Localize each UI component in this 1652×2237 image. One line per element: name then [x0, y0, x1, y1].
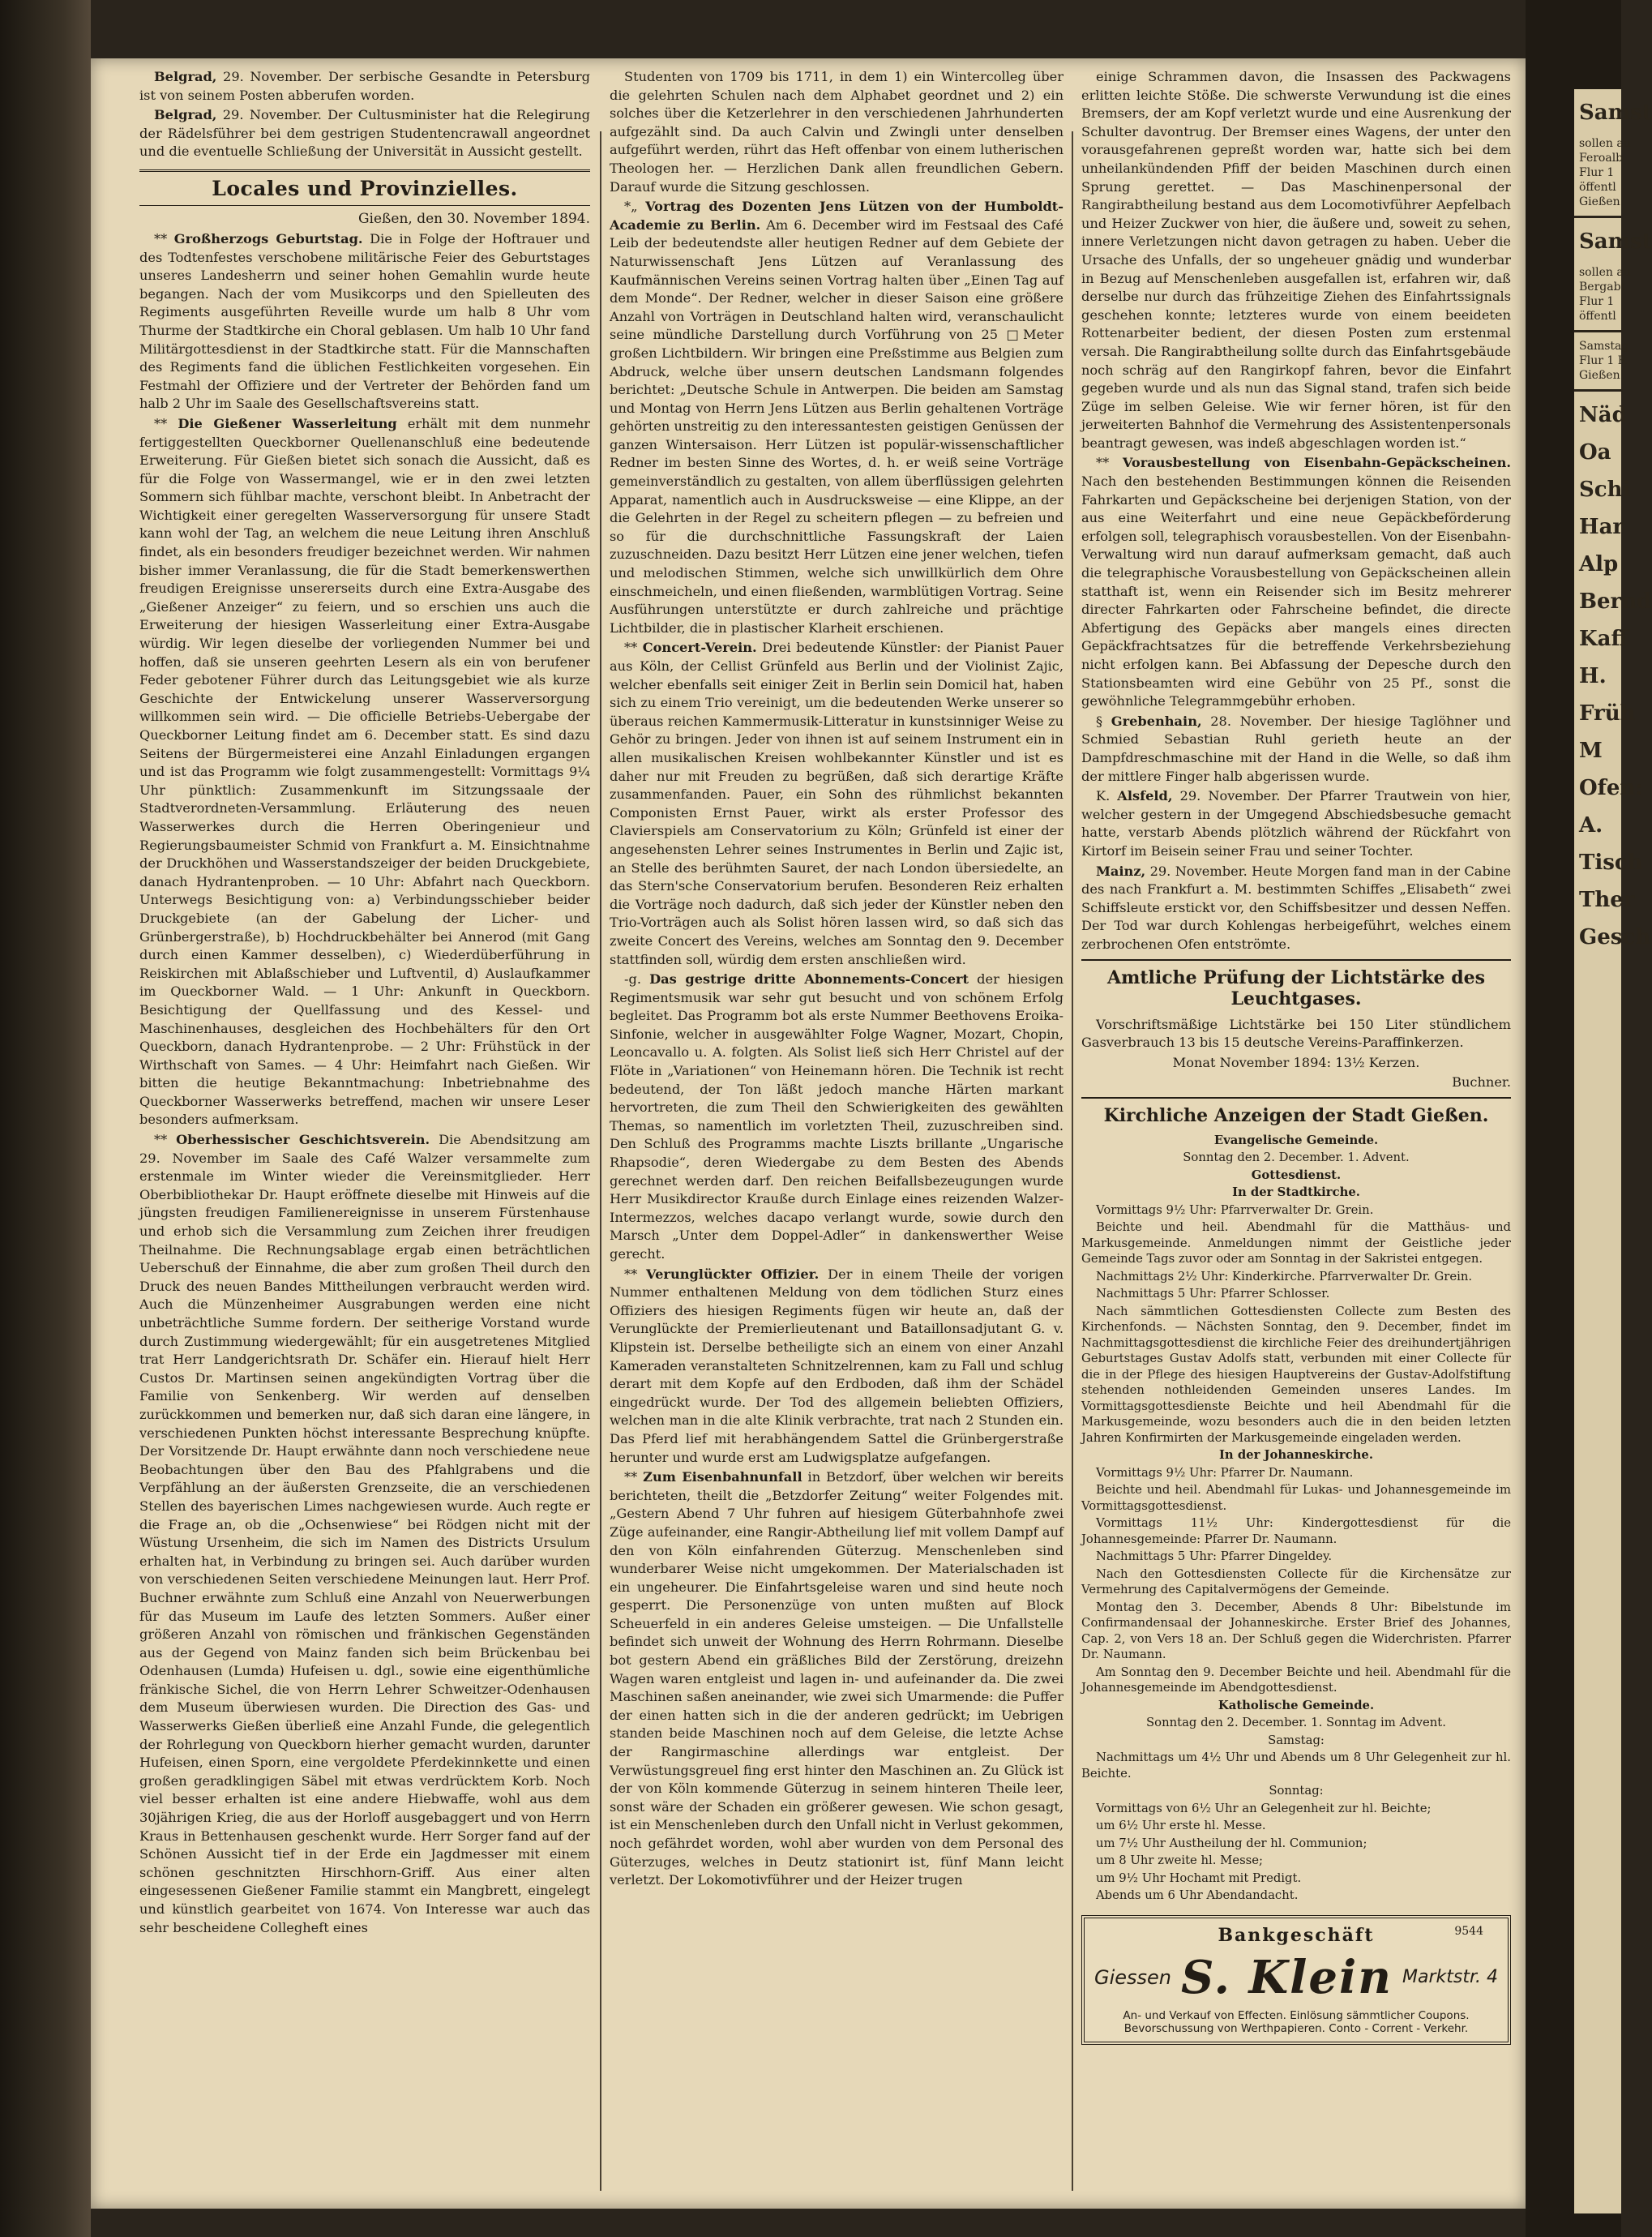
- strip-text: Alp: [1579, 552, 1619, 576]
- section-title: Locales und Provinzielles.: [139, 169, 590, 206]
- news-paragraph: ** Zum Eisenbahnunfall in Betzdorf, über welchen wir bereits berichteten, theilt die „Betzdorfer Zeitung“ weiter Folgendes mit. „Gestern Abend 7 Uhr fuhren auf hiesigem Güterbahnhofe zwei Züge aufeinander, eine Rangir-Abtheilung lief mit vollem Dampf auf den von Köln einfahrenden Güterzug. Menschenleben sind wunderbarer Weise nicht umgekommen. Der Materialschaden ist ein ungeheurer. Die Einfahrtsgeleise waren und sind heute noch gesperrt. Die Personenzüge von unten mußten auf Block Scheuerfeld in ein anderes Geleise umsteigen. — Die Unfallstelle befindet sich unweit der Wohnung des Herrn Rohrmann. Dieselbe bot gestern Abend ein gräßliches Bild der Zerstörung, dreizehn Wagen waren entgleist und lagen in- und aufeinander da. Die zwei Maschinen saßen aneinander, wie zwei sich Umarmende: die Puffer der einen hatten sich in die der anderen gedrückt; im Uebrigen standen beide Maschinen noch auf dem Geleise, die letzte Achse der Rangirmaschine allerdings war entgleist. Der Verwüstungsgreuel fing erst hinter den Maschinen an. Zu Glück ist der von Köln kommende Güterzug in seinem hinteren Theile leer, sonst wäre der Schaden ein größerer gewesen. Wie schon gesagt, ist ein Menschenleben durch den Unfall nicht in Verlust gekommen, noch gefährdet worden, wohl aber wurden von dem Personal des Güterzuges, welches in Deutz stationirt ist, fünf Mann leicht verletzt. Der Lokomotivführer und der Heizer trugen: [610, 1469, 1064, 1888]
- church-line: Vormittags 11½ Uhr: Kindergottesdienst für die Johannesgemeinde: Pfarrer Dr. Naumann.: [1081, 1516, 1511, 1546]
- lichtstaerke-month: Monat November 1894: 13½ Kerzen.: [1172, 1054, 1420, 1070]
- news-paragraph: Belgrad, 29. November. Der serbische Gesandte in Petersburg ist von seinem Posten abberufen worden.: [139, 69, 590, 103]
- johanneskirche-head: In der Johanneskirche.: [1218, 1448, 1374, 1463]
- news-paragraph: -g. Das gestrige dritte Abonnements-Concert der hiesigen Regimentsmusik war sehr gut besucht und von schönem Erfolg begleitet. Das Programm bot als erste Nummer Beethovens Eroika-Sinfonie, welcher in ausgewählter Folge Wagner, Mozart, Chopin, Leoncavallo u. A. folgten. Als Solist ließ sich Herr Christel auf der Flöte in „Variationen“ von Heinemann hören. Die Technik ist recht bedeutend, der Ton läßt jedoch manche Härten markant hervortreten, die zum Theil den Schwierigkeiten des gewählten Themas, so namentlich im vorletzten Theil, zuzuschreiben sind. Den Schluß des Programms machte Liszts brillante „Ungarische Rhapsodie“, deren Wiedergabe zu dem Besten des Abends gerechnet werden darf. Den reichen Beifallsbezeugungen wurde Herr Musikdirector Krauße durch Einlage eines reizenden Walzer-Intermezzos, welches dacapo verlangt wurde, sowie durch den Marsch „Unter dem Doppel-Adler“ in dankenswerther Weise gerecht.: [610, 971, 1064, 1262]
- lichtstaerke-title: Amtliche Prüfung der Lichtstärke des Leuchtgases.: [1107, 966, 1485, 1009]
- divider: [1081, 1097, 1511, 1099]
- ad-city: Giessen: [1094, 1965, 1172, 1989]
- strip-text: sollen au: [1579, 266, 1631, 279]
- strip-text: öffentl: [1579, 310, 1616, 323]
- church-line: Nach sämmtlichen Gottesdiensten Collecte zum Besten des Kirchenfonds. — Nächsten Sonntag, den 9. December, findet im Nachmittagsgottesdienst die kirchliche Feier des dreihundertjährigen Geburtstages Gustav Adolfs statt, verbunden mit einer Collecte für die in der Pflege des hiesigen Hauptvereins der Gustav-Adolfstiftung stehenden nothleidenden Gemeinden unseres Landes. Im Vormittagsgottesdienste Beichte und heil Abendmahl für die Markusgemeinde, wozu besonders auch die in den beiden letzten Jahren Konfirmirten der Markusgemeinde eingeladen werden.: [1081, 1304, 1511, 1445]
- strip-text: H.: [1579, 664, 1607, 688]
- church-line: um 6½ Uhr erste hl. Messe.: [1096, 1819, 1266, 1833]
- strip-text: Flur 1: [1579, 166, 1615, 179]
- strip-text: Schi: [1579, 478, 1631, 502]
- news-paragraph: ** Verunglückter Offizier. Der in einem Theile der vorigen Nummer enthaltenen Meldung von dem tödlichen Sturz eines Offiziers des hiesigen Regiments fügen wir heute an, daß der Verunglückte der Premierlieutenant und Bataillonsadjutant G. v. Klipstein ist. Derselbe betheiligte sich an einem von einer Anzahl Kameraden veranstalteten Schnitzelrennen, kam zu Fall und schlug derart mit dem Kopfe auf den Erdboden, daß ihm der Schädel eingedrückt wurde. Der Tod des allgemein beliebten Offiziers, welchen man in die alte Klinik verbrachte, trat nach 2 Stunden ein. Das Pferd lief mit herabhängendem Sattel die Grünbergerstraße herunter und wurde erst am Ludwigsplatze aufgefangen.: [610, 1266, 1064, 1465]
- church-line: Nachmittags 5 Uhr: Pfarrer Dingeldey.: [1096, 1549, 1333, 1564]
- ad-street: Marktstr. 4: [1402, 1967, 1498, 1988]
- church-line: Vormittags von 6½ Uhr an Gelegenheit zur hl. Beichte;: [1096, 1801, 1432, 1815]
- bank-advertisement: [1081, 1915, 1511, 2045]
- column-rule: [600, 131, 601, 2191]
- adjacent-page-strip: [1526, 0, 1652, 2237]
- adjacent-page: [1574, 89, 1652, 2213]
- church-line: um 7½ Uhr Austheilung der hl. Communion;: [1096, 1836, 1367, 1850]
- church-line: um 8 Uhr zweite hl. Messe;: [1096, 1853, 1264, 1868]
- news-paragraph: K. Alsfeld, 29. November. Der Pfarrer Trautwein von hier, welcher gestern in der Umgegend Abschiedsbesuche gemacht hatte, verstarb Abends plötzlich während der Rückfahrt von Kirtorf im Beisein seiner Frau und seiner Tochter.: [1081, 788, 1511, 859]
- news-paragraph: Studenten von 1709 bis 1711, in dem 1) ein Wintercolleg über die gelehrten Schulen nach dem Alphabet geordnet und 2) ein solches über die Ketzerlehrer in den verschiedenen Jahrhunderten aufgezählt sind. Da auch Calvin und Zwingli unter denselben aufgeführt werden, rührt das Heft offenbar von einem lutherischen Theologen her. — Herzlichen Dank allen freundlichen Gebern. Darauf wurde die Sitzung geschlossen.: [610, 69, 1064, 195]
- strip-text: Flur 1 R: [1579, 354, 1627, 367]
- strip-text: Ther: [1579, 888, 1635, 912]
- strip-text: Gießen: [1579, 369, 1620, 382]
- dateline: Gießen, den 30. November 1894.: [357, 210, 590, 227]
- ad-line-2: Bevorschussung von Werthpapieren. Conto - Corrent - Verkehr.: [1123, 2021, 1469, 2035]
- strip-text: Flur 1: [1579, 295, 1615, 308]
- kath-sunday: Sonntag den 2. December. 1. Sonntag im Advent.: [1146, 1716, 1446, 1730]
- news-paragraph: Mainz, 29. November. Heute Morgen fand man in der Cabine des nach Frankfurt a. M. bestimmten Schiffes „Elisabeth“ zwei Schiffsleute erstickt vor, den Schiffsbesitzer und dessen Neffen. Der Tod war durch Kohlengas herbeigeführt, welches einem zerbrochenen Ofen entströmte.: [1081, 863, 1511, 952]
- local-news-continued: [610, 68, 1064, 1890]
- news-paragraph: § Grebenhain, 28. November. Der hiesige Taglöhner und Schmied Sebastian Ruhl gerieth heute an der Dampfdreschmaschine mit der Hand in die Welle, so daß ihm der mittlere Finger halb abgerissen wurde.: [1081, 713, 1511, 784]
- samstag-head: Samstag:: [1268, 1733, 1325, 1747]
- news-paragraph: einige Schrammen davon, die Insassen des Packwagens erlitten leichte Stöße. Die schwerste Verwundung ist die eines Bremsers, der am Kopf verletzt wurde und eine Ausrenkung der Schulter davontrug. Der Bremser eines Wagens, der unter den vorausgefahrenen gepreßt worden war, hatte sich bei dem unheilankündenden Pfiff der beiden Maschinen durch einen Sprung gerettet. — Das Maschinenpersonal der Rangirabtheilung bestand aus dem Locomotivführer Aepfelbach und Heizer Zuckwer von hier, die äußere und, soweit zu sehen, innere Verletzungen nicht davon getragen zu haben. Ueber die Ursache des Unfalls, der so ungeheuer gnädig und wunderbar in Bezug auf Menschenleben ausgefallen ist, erfahren wir, daß derselbe nur durch das frühzeitige Ziehen des Einfahrtssignals geschehen konnte; letzteres wurde von einem beeideten Rottenarbeiter bedient, der diesen Posten zum erstenmal versah. Die Rangirabtheilung sollte durch das Einfahrtsgebäude noch schräg auf den Rangirkopf fahren, bevor die Einfahrt gegeben wurde und als nun das Signal stand, trafen sich beide Züge im selben Geleise. Wie wir ferner hören, ist für den jerweiterten Bahnhof die Vermehrung des Assistentenpersonals beantragt gewesen, was indeß abgeschlagen worden ist.“: [1081, 69, 1511, 451]
- strip-text: Oa: [1579, 440, 1611, 465]
- church-notices: [1081, 1133, 1511, 1904]
- strip-text: Näd: [1579, 403, 1627, 427]
- church-line: um 9½ Uhr Hochamt mit Predigt.: [1096, 1871, 1302, 1885]
- column-rule: [1072, 131, 1073, 2191]
- stadtkirche-list: [1081, 1202, 1511, 1446]
- lichtstaerke-sign: Buchner.: [1452, 1074, 1511, 1091]
- newspaper-page: [91, 58, 1526, 2209]
- church-line: Vormittags 9½ Uhr: Pfarrverwalter Dr. Grein.: [1096, 1202, 1374, 1217]
- news-paragraph: ** Großherzogs Geburtstag. Die in Folge der Hoftrauer und des Todtenfestes verschobene militärische Feier des Geburtstages unseres Landesherrn und seiner hohen Gemahlin wurde heute begangen. Nach der vom Musikcorps und den Spielleuten des Regiments ausgeführten Reveille wurde um halb 8 Uhr vom Thurme der Stadtkirche ein Choral geblasen. Um halb 10 Uhr fand Militärgottesdienst in der Stadtkirche statt. Für die Mannschaften des Regiments fand die üblichen Festlichkeiten vorgesehen. Ein Festmahl der Offiziere und der Vertreter der Behörden fand um halb 2 Uhr im Saale des Gesellschaftsvereins statt.: [139, 230, 590, 412]
- local-news: [139, 230, 590, 1937]
- church-line: Abends um 6 Uhr Abendandacht.: [1096, 1888, 1299, 1903]
- church-line: Beichte und heil. Abendmahl für die Matthäus- und Markusgemeinde. Anmeldungen nimmt der Geistliche jeder Gemeinde Tags zuvor oder am Sonntag in der Sakristei entgegen.: [1081, 1220, 1511, 1266]
- church-line: Nach den Gottesdiensten Collecte für die Kirchensätze zur Vermehrung des Capitalvermögens der Gemeinde.: [1081, 1566, 1511, 1597]
- news-paragraph: *„ Vortrag des Dozenten Jens Lützen von der Humboldt-Academie zu Berlin. Am 6. December wird im Festsaal des Café Leib der bedeutendste aller heutigen Redner auf dem Gebiete der Naturwissenschaft Jens Lützen auf Veranlassung des Kaufmännischen Vereins seinen Vortrag halten über „Einen Tag auf dem Monde“. Der Redner, welcher in dieser Saison eine größere Anzahl von Vorträgen in Deutschland halten wird, veranschaulicht seine mündliche Darstellung durch Vorführung von 25 □Meter großen Lichtbildern. Wir bringen eine Preßstimme aus Belgien zum Abdruck, welche über unsern deutschen Landsmann folgendes berichtet: „Deutsche Schule in Antwerpen. Die beiden am Samstag und Montag von Herrn Jens Lützen aus Berlin gehaltenen Vorträge gehörten unstreitig zu den interessantesten geistigen Genüssen der ganzen Wintersaison. Herr Lützen ist populär-wissenschaftlicher Redner im besten Sinne des Wortes, d. h. er weiß seine Vorträge gemeinverständlich zu gestalten, von allem überflüssigen gelehrten Apparat, namentlich auch in Ausdrucksweise — eine Klippe, an der die Gelehrten in der Regel zu scheitern pflegen — zu befreien und so für die durchschnittliche Fassungskraft der Laien zuzuschneiden. Dazu besitzt Herr Lützen eine jener welchen, tiefen und melodischen Stimmen, welche sich unwillkürlich dem Ohre einschmeicheln, und einen fließenden, warmblütigen Vortrag. Seine Ausführungen unterstützte er durch zahlreiche und prächtige Lichtbilder, die in plastischer Klarheit erschienen.: [610, 199, 1064, 636]
- strip-text: Har: [1579, 515, 1624, 539]
- ad-row: [1094, 1951, 1498, 2004]
- strip-text: sollen au: [1579, 137, 1631, 150]
- news-paragraph: Belgrad, 29. November. Der Cultusminister hat die Relegirung der Rädelsführer bei dem gestrigen Studentencrawall angeordnet und die eventuelle Schließung der Universität in Aussicht gestellt.: [139, 107, 590, 160]
- strip-text: M: [1579, 739, 1603, 763]
- strip-divider: [1574, 330, 1621, 332]
- gd-head: Gottesdienst.: [1251, 1168, 1342, 1182]
- church-line: Nachmittags 2½ Uhr: Kinderkirche. Pfarrverwalter Dr. Grein.: [1096, 1269, 1473, 1283]
- strip-text: Tisch: [1579, 851, 1643, 875]
- column-1: [139, 58, 590, 1948]
- foreign-news: [139, 68, 590, 161]
- ev-head: Evangelische Gemeinde.: [1213, 1133, 1379, 1147]
- strip-text: Samst: [1579, 101, 1652, 125]
- news-paragraph: ** Concert-Verein. Drei bedeutende Künstler: der Pianist Pauer aus Köln, der Cellist Grünfeld aus Berlin und der Violinist Zajic, welcher ebenfalls seit einiger Zeit in Berlin sein Domicil hat, haben sich zu einem Trio vereinigt, um die bedeutenden Werke unserer so überaus reichen Kammermusik-Litteratur in kunstsinniger Weise zu Gehör zu bringen. Jeder von ihnen ist auf seinem Instrument ein in allen musikalischen Kreisen wohlbekannter Künstler und ist es daher nur mit Freuden zu begrüßen, daß sich derartige Kräfte zusammenfanden. Pauer, ein Sohn des rühmlichst bekannten Componisten Ernst Pauer, wirkt als erster Professor des Clavierspiels am Conservatorium zu Köln; Grünfeld ist einer der angesehensten Lehrer seines Instrumentes in Berlin und Zajic ist, an Stelle des berühmten Sauret, der nach London übersiedelte, an das Stern'sche Conservatorium berufen. Besonderen Reiz erhalten die Vorträge noch dadurch, daß sich jeder der Künstler neben den Trio-Vorträgen auch als Solist hören lassen wird, so daß sich das zweite Concert des Vereins, welches am Sonntag den 9. December stattfinden soll, würdig dem ersten anschließen wird.: [610, 640, 1064, 967]
- church-line: Am Sonntag den 9. December Beichte und heil. Abendmahl für die Johannesgemeinde im Abendgottesdienst.: [1081, 1665, 1511, 1695]
- strip-text: Gesch: [1579, 925, 1651, 949]
- strip-text: Samstag: [1579, 340, 1629, 353]
- news-paragraph: ** Vorausbestellung von Eisenbahn-Gepäckscheinen. Nach den bestehenden Bestimmungen können die Reisenden Fahrkarten und Gepäckscheine bei derjenigen Station, von der aus eine Weiterfahrt und eine neue Gepäckbeförderung erfolgen soll, telegraphisch vorausbestellen. Von der Eisenbahn-Verwaltung wird nun darauf aufmerksam gemacht, daß auch die telegraphische Vorausbestellung von Gepäckscheinen allein statthaft ist, wenn ein Reisender sich im Besitz mehrerer directer Fahrkarten oder Fahrscheine befindet, die directe Abfertigung des Gepäcks aber mangels eines directen Gepäckfrachtsatzes für die betreffende Verkehrsbeziehung nicht erfolgen kann. Bei Abfassung der Depesche durch den Stationsbeamten wird eine Gebühr von 25 Pf., sonst die gewöhnliche Telegrammgebühr erhoben.: [1081, 455, 1511, 709]
- johanneskirche-list: [1081, 1465, 1511, 1696]
- strip-text: Ofen:: [1579, 776, 1643, 800]
- ev-sunday: Sonntag den 2. December. 1. Advent.: [1183, 1151, 1410, 1165]
- sonntag-list: [1081, 1801, 1511, 1904]
- strip-text: Gießen: [1579, 195, 1620, 208]
- stadtkirche-head: In der Stadtkirche.: [1232, 1185, 1360, 1200]
- samstag-text: Nachmittags um 4½ Uhr und Abends um 8 Uhr Gelegenheit zur hl. Beichte.: [1081, 1751, 1511, 1781]
- divider: [1081, 959, 1511, 961]
- strip-text: Früh: [1579, 701, 1636, 726]
- church-line: Nachmittags 5 Uhr: Pfarrer Schlosser.: [1096, 1287, 1330, 1301]
- news-paragraph: ** Die Gießener Wasserleitung erhält mit dem nunmehr fertiggestellten Queckborner Quellenanschluß eine bedeutende Erweiterung. Für Gießen bietet sich sonach die Aussicht, daß es für die Folge von Wassermangel, wie er in den zwei letzten Sommern sich fühlbar machte, verschont bleibt. In Anbetracht der Wichtigkeit einer geregelten Wasserversorgung für unsere Stadt kann wohl der Tag, an welchem die neue Leitung ihren Anschluß findet, als ein besonders freudiger bezeichnet werden. Wir nahmen bisher immer Veranlassung, die für die Stadt bemerkenswerthen freudigen Ereignisse unsererseits durch eine Extra-Ausgabe des „Gießener Anzeiger“ zu feiern, und so erschien uns auch die Erweiterung der hiesigen Wasserleitung einer Extra-Ausgabe würdig. Wir legen dieselbe der vorliegenden Nummer bei und hoffen, daß sie unseren geehrten Lesern als ein von berufener Feder gebotener Führer durch das Leitungsgebiet wie als kurze Geschichte der Entwickelung unserer Wasserversorgung willkommen sein wird. — Die officielle Betriebs-Uebergabe der Queckborner Leitung findet am 6. December statt. Es sind dazu Seitens der Bürgermeisterei eine Anzahl Einladungen ergangen und ist das Programm wie folgt zusammengestellt: Vormittags 9¼ Uhr pünktlich: Zusammenkunft im Sitzungssaale der Stadtverordneten-Versammlung. Erläuterung des neuen Wasserwerkes durch die Herren Oberingenieur und Regierungsbaumeister Schmid von Frankfurt a. M. Einsichtnahme der Druckhöhen und Wasserstandszeiger der beiden Druckgebiete, danach Hydrantenproben. — 10 Uhr: Abfahrt nach Queckborn. Unterwegs Besichtigung von: a) Verbindungsschieber beider Druckgebiete (an der Gabelung der Licher- und Grünbergerstraße), b) Hochdruckbehälter bei Annerod (mit Gang durch einen Kammer desselben), c) Wiederdüberführung in Reiskirchen mit Ablaßschieber und Luftventil, d) Auslaufkammer im Queckborner Wald. — 1 Uhr: Ankunft in Queckborn. Besichtigung der Quellfassung und des Kessel- und Maschinenhauses, desgleichen des Hochbehälters für den Ort Queckborn, danach Hydrantenprobe. — 2 Uhr: Frühstück in der Wirthschaft von Sames. — 4 Uhr: Heimfahrt nach Gießen. Wir bitten die heutige Bekanntmachung: Inbetriebnahme des Queckborner Wasserwerks betreffend, machen wir unsere Leser besonders aufmerksam.: [139, 415, 590, 1128]
- church-line: Vormittags 9½ Uhr: Pfarrer Dr. Naumann.: [1096, 1465, 1354, 1480]
- strip-text: Bergabt: [1579, 281, 1626, 294]
- strip-divider: [1574, 389, 1621, 392]
- ad-title: Bankgeschäft: [1218, 1924, 1375, 1946]
- column-3: [1081, 58, 1511, 2055]
- church-line: Beichte und heil. Abendmahl für Lukas- und Johannesgemeinde im Vormittagsgottesdienst.: [1081, 1483, 1511, 1513]
- kirche-title: Kirchliche Anzeigen der Stadt Gießen.: [1103, 1104, 1489, 1126]
- regional-news: [1081, 68, 1511, 954]
- sonntag-head: Sonntag:: [1269, 1784, 1324, 1798]
- ad-number: 9544: [1454, 1924, 1483, 1938]
- strip-text: Kaff: [1579, 627, 1628, 651]
- ad-line-1: An- und Verkauf von Effecten. Einlösung sämmtlicher Coupons.: [1123, 2008, 1470, 2022]
- kath-head: Katholische Gemeinde.: [1218, 1698, 1375, 1712]
- lichtstaerke-text: Vorschriftsmäßige Lichtstärke bei 150 Liter stündlichem Gasverbrauch 13 bis 15 deutsche Vereins-Paraffinkerzen.: [1081, 1016, 1511, 1051]
- page-gutter-left: [0, 0, 91, 2237]
- news-paragraph: ** Oberhessischer Geschichtsverein. Die Abendsitzung am 29. November im Saale des Café Walzer versammelte zum erstenmale im Winter wieder die Vereinsmitglieder. Herr Oberbibliothekar Dr. Haupt eröffnete dieselbe mit Hinweis auf die jüngsten freudigen Familienereignisse in unserem Fürstenhause und erhob sich die Versammlung zum Zeichen ihrer freudigen Theilnahme. Die Rechnungsablage ergab einen beträchtlichen Ueberschuß der Einnahme, die aber zum großen Theil durch den Druck des neuen Bandes Mittheilungen verbraucht werden wird. Auch die Münzenheimer Ausgrabungen werden eine nicht unbeträchtliche Summe fordern. Der seitherige Vorstand wurde durch Zustimmung wiedergewählt; für ein ausgetretenes Mitglied trat Herr Landgerichtsrath Dr. Schäfer ein. Hierauf hielt Herr Custos Dr. Martinsen seinen angekündigten Vortrag über die Familie von Senkenberg. Wir werden auf denselben zurückkommen und bemerken nur, daß sich daran eine längere, in verschiedenen Punkten höchst interessante Besprechung knüpfte. Der Vorsitzende Dr. Haupt erwähnte dann noch verschiedene neue Beobachtungen über den Bau des Pfahlgrabens und die Verpfählung an der äußersten Grenzseite, die an verschiedenen Stellen des bayerischen Limes nachgewiesen wurde. Auch regte er die Frage an, ob die „Ochsenwiese“ bei Rödgen nicht mit der Wüstung Ursenheim, die sich im Namen des Districts Ursulum erhalten hat, in Verbindung zu bringen sei. Auch darüber wurden von verschiedenen Seiten verschiedene Meinungen laut. Herr Prof. Buchner erwähnte zum Schluß eine Anzahl von Neuerwerbungen für das Museum im Laufe des letzten Sommers. Außer einer größeren Anzahl von römischen und fränkischen Gegenständen aus der Gegend von Mainz fanden sich beim Brückenbau bei Odenhausen (Lumda) Hufeisen u. dgl., sowie eine eigenthümliche fränkische Sichel, die von Herrn Lehrer Schweitzer-Odenhausen dem Museum überwiesen wurden. Die Direction des Gas- und Wasserwerks Gießen überließ eine Anzahl Funde, die gelegentlich der Rohrlegung von Queckborn hierher gemacht wurden, darunter Hufeisen, einen Sporn, eine vergoldete Pferdekinnkette und einen großen geradklingigen Säbel mit etwas verdrücktem Korb. Noch viel besser erhalten ist eine andere Hiebwaffe, wohl aus dem 30jährigen Krieg, die aus der Horloff ausgebaggert und von Herrn Kraus in Bettenhausen geschenkt wurde. Herr Sorger fand auf der Schönen Aussicht tief in der Erde ein Jagdmesser mit einem schönen geschnitzten Hirschhorn-Griff. Aus einer alten eingesessenen Gießener Familie stammt ein Mangbrett, eingelegt und künstlich gearbeitet von 1674. Von Interesse war auch das sehr bescheidene Collegheft eines: [139, 1132, 590, 1935]
- strip-text: A.: [1579, 813, 1603, 838]
- strip-divider: [1574, 216, 1621, 218]
- strip-text: Bernd: [1579, 589, 1652, 614]
- strip-text: öffentl: [1579, 181, 1616, 194]
- strip-text: Feroalb: [1579, 152, 1624, 165]
- strip-text: Samst: [1579, 229, 1652, 254]
- column-2: [610, 58, 1064, 1901]
- ad-name: S. Klein: [1181, 1950, 1393, 2004]
- church-line: Montag den 3. December, Abends 8 Uhr: Bibelstunde im Confirmandensaal der Johanneskirche. Erster Brief des Johannes, Cap. 2, von Vers 18 an. Der Schluß gegen die Widerchristen. Pfarrer Dr. Naumann.: [1081, 1600, 1511, 1662]
